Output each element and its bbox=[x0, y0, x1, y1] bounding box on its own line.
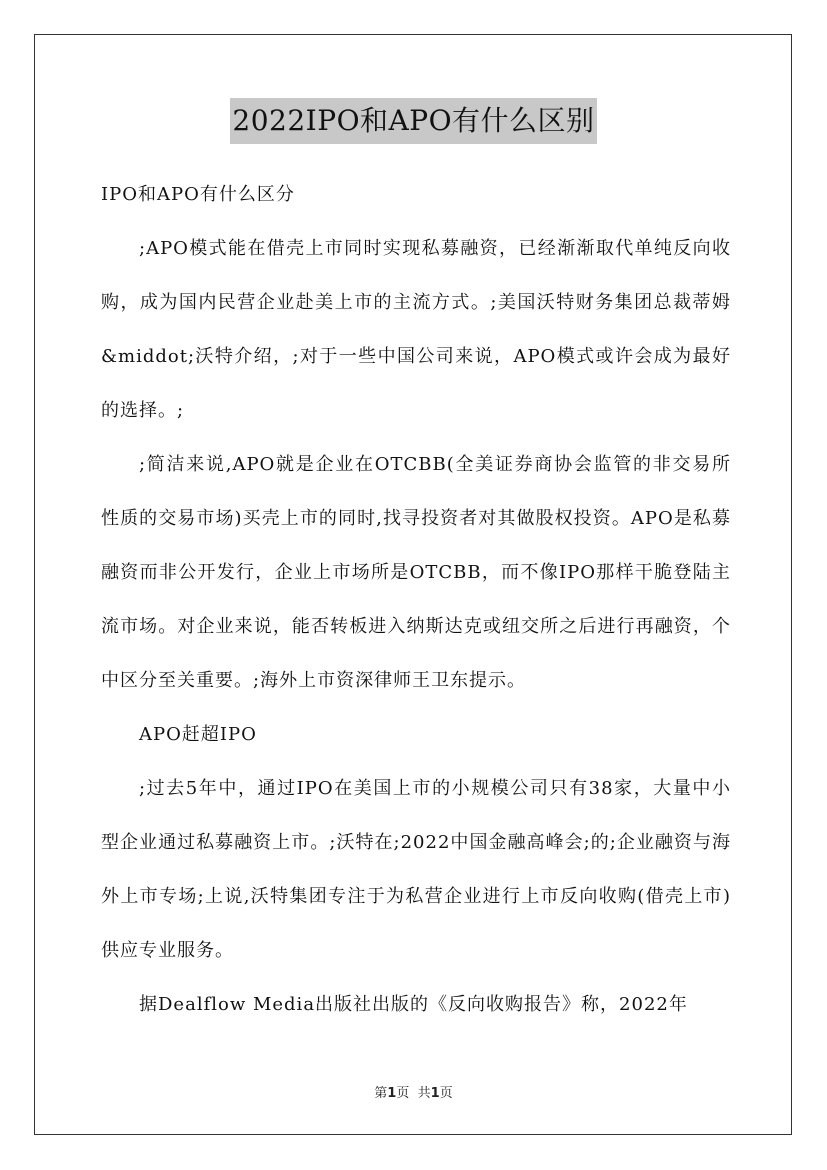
paragraph: ;过去5年中，通过IPO在美国上市的小规模公司只有38家，大量中小型企业通过私募融资上市。;沃特在;2022中国金融高峰会;的;企业融资与海外上市专场;上说,沃特集团专注于为私营企业进行上市反向收购(借壳上市)供应专业服务。 bbox=[101, 778, 731, 961]
paragraph-heading: IPO和APO有什么区分 bbox=[101, 184, 295, 205]
document-body bbox=[101, 168, 731, 1032]
footer-page-prefix: 第 bbox=[374, 1086, 388, 1101]
paragraph-subheading: APO赶超IPO bbox=[139, 724, 257, 745]
footer-total-number: 1 bbox=[430, 1086, 440, 1101]
footer-total-prefix: 共 bbox=[417, 1086, 431, 1101]
footer-page-suffix: 页 bbox=[396, 1086, 410, 1101]
paragraph: 据Dealflow Media出版社出版的《反向收购报告》称，2022年 bbox=[139, 994, 688, 1015]
paragraph: ;简洁来说,APO就是企业在OTCBB(全美证券商协会监管的非交易所性质的交易市场)买壳上市的同时,找寻投资者对其做股权投资。APO是私募融资而非公开发行，企业上市场所是OTCBB，而不像IPO那样干脆登陆主流市场。对企业来说，能否转板进入纳斯达克或纽交所之后进行再融资，个中区分至关重要。;海外上市资深律师王卫东提示。 bbox=[101, 454, 731, 691]
title-container bbox=[0, 98, 827, 144]
footer-page-number: 1 bbox=[387, 1086, 397, 1101]
document-title: 2022IPO和APO有什么区别 bbox=[230, 98, 596, 144]
paragraph: ;APO模式能在借壳上市同时实现私募融资，已经渐渐取代单纯反向收购，成为国内民营企业赴美上市的主流方式。;美国沃特财务集团总裁蒂姆&middot;沃特介绍，;对于一些中国公司来说，APO模式或许会成为最好的选择。; bbox=[101, 238, 731, 421]
footer-total-suffix: 页 bbox=[439, 1086, 453, 1101]
page-footer bbox=[0, 1082, 827, 1101]
